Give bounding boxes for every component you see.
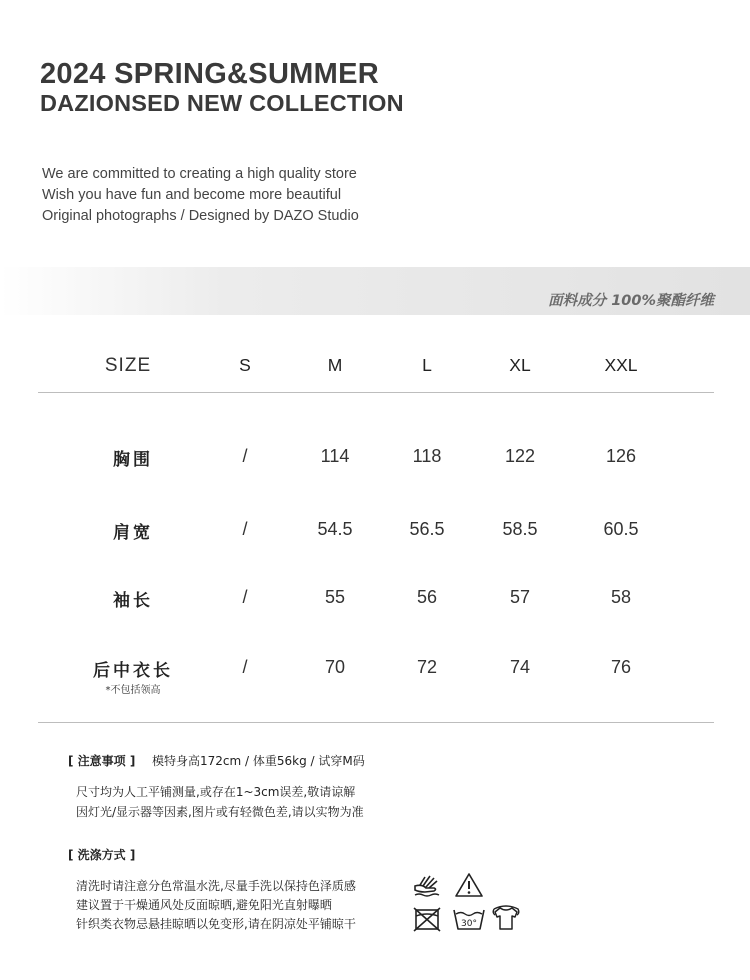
notes-line-1: 尺寸均为人工平铺测量,或存在1~3cm误差,敬请谅解 bbox=[76, 785, 356, 799]
table-cell: 70 bbox=[324, 657, 346, 677]
hand-wash-icon bbox=[412, 868, 442, 898]
table-cell: / bbox=[242, 657, 248, 677]
collection-title: 2024 SPRING&SUMMER bbox=[40, 58, 379, 90]
model-info: 模特身高172cm / 体重56kg / 试穿M码 bbox=[152, 754, 365, 768]
row-label-shoulder: 肩宽 bbox=[113, 523, 153, 543]
size-col-l: L bbox=[422, 355, 432, 375]
table-cell: 76 bbox=[610, 657, 632, 677]
table-divider-bottom bbox=[38, 722, 714, 723]
tagline-line-1: We are committed to creating a high quality store bbox=[42, 166, 357, 182]
table-cell: 57 bbox=[509, 587, 531, 607]
table-cell: 58.5 bbox=[502, 519, 538, 539]
wash-line-1: 清洗时请注意分色常温水洗,尽量手洗以保持色泽质感 bbox=[76, 879, 356, 893]
notes-title: [ 注意事项 ] bbox=[68, 754, 136, 768]
collection-subtitle: DAZIONSED NEW COLLECTION bbox=[40, 90, 404, 116]
table-cell: / bbox=[242, 519, 248, 539]
table-divider-top bbox=[38, 392, 714, 393]
table-cell: 122 bbox=[504, 446, 536, 466]
table-cell: 118 bbox=[412, 446, 442, 466]
fabric-composition: 面料成分 100%聚酯纤维 bbox=[548, 293, 714, 309]
wash-line-3: 针织类衣物忌悬挂晾晒以免变形,请在阴凉处平铺晾干 bbox=[76, 917, 356, 931]
iron-shirt-icon bbox=[491, 904, 521, 932]
notes-line-2: 因灯光/显示器等因素,图片或有轻微色差,请以实物为准 bbox=[76, 805, 364, 819]
table-cell: / bbox=[242, 587, 248, 607]
size-col-s: S bbox=[239, 355, 251, 375]
row-sublabel-length: *不包括领高 bbox=[105, 685, 161, 696]
table-cell: 72 bbox=[416, 657, 438, 677]
size-header-label: SIZE bbox=[104, 355, 152, 376]
table-cell: 114 bbox=[320, 446, 350, 466]
size-col-xl: XL bbox=[509, 355, 531, 375]
row-label-length: 后中衣长 bbox=[93, 661, 173, 681]
table-cell: 60.5 bbox=[603, 519, 639, 539]
row-label-chest: 胸围 bbox=[113, 450, 153, 470]
table-cell: 58 bbox=[610, 587, 632, 607]
wash-title: [ 洗涤方式 ] bbox=[68, 848, 136, 862]
wash-line-2: 建议置于干燥通风处反面晾晒,避免阳光直射曝晒 bbox=[76, 898, 332, 912]
table-cell: 54.5 bbox=[317, 519, 353, 539]
size-col-m: M bbox=[327, 355, 343, 375]
wash-temperature: 30° bbox=[461, 919, 477, 929]
table-cell: 56.5 bbox=[409, 519, 445, 539]
table-cell: 74 bbox=[509, 657, 531, 677]
size-col-xxl: XXL bbox=[604, 355, 638, 375]
wash-30-icon bbox=[452, 906, 486, 932]
table-cell: 126 bbox=[605, 446, 637, 466]
table-cell: 56 bbox=[416, 587, 438, 607]
table-cell: / bbox=[242, 446, 248, 466]
table-cell: 55 bbox=[324, 587, 346, 607]
row-label-sleeve: 袖长 bbox=[113, 591, 153, 611]
tagline-line-3: Original photographs / Designed by DAZO Studio bbox=[42, 208, 359, 224]
tagline-line-2: Wish you have fun and become more beautiful bbox=[42, 187, 342, 203]
warning-icon bbox=[454, 872, 484, 898]
no-tumble-dry-icon bbox=[413, 906, 441, 932]
